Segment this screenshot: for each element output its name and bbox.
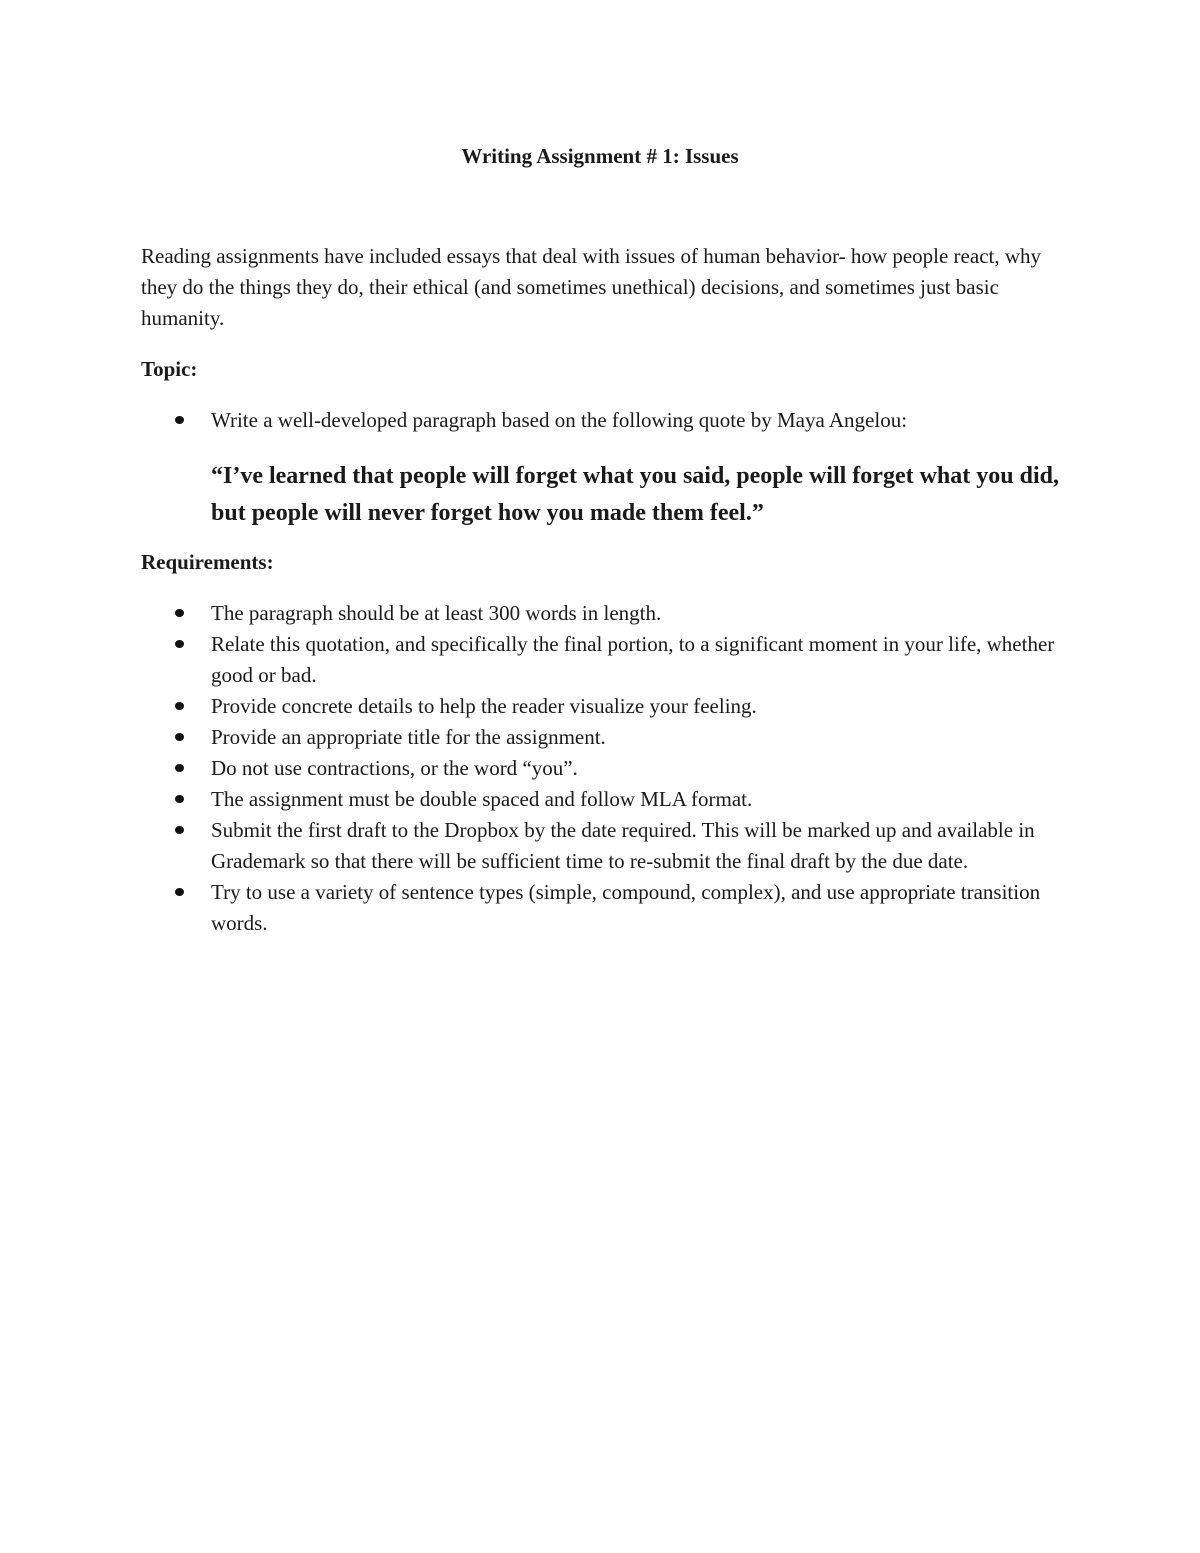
bullet-icon (175, 609, 184, 617)
bullet-icon (175, 764, 184, 772)
bullet-icon (175, 888, 184, 896)
quote-block: “I’ve learned that people will forget what you said, people will forget what you did, but people will never forget how you made them feel.” (211, 463, 1059, 526)
list-item (141, 405, 1056, 436)
topic-heading: Topic: (141, 357, 198, 381)
list-item-text: Submit the first draft to the Dropbox by the date required. This will be marked up and available in Grademark so that there will be sufficient time to re-submit the final draft by the due date. (211, 818, 1035, 873)
bullet-icon (175, 826, 184, 834)
list-item (141, 629, 1056, 691)
list-item-text: Try to use a variety of sentence types (simple, compound, complex), and use appropriate transition words. (211, 880, 1041, 935)
topic-list (141, 405, 1056, 436)
list-item-text: Provide an appropriate title for the assignment. (211, 725, 606, 749)
bullet-icon (175, 702, 184, 710)
bullet-icon (175, 640, 184, 648)
list-item (141, 784, 1056, 815)
list-item (141, 722, 1056, 753)
requirements-heading: Requirements: (141, 550, 274, 574)
list-item-text: The assignment must be double spaced and follow MLA format. (211, 787, 753, 811)
list-item-text: Write a well-developed paragraph based on the following quote by Maya Angelou: (211, 408, 908, 432)
list-item-text: Do not use contractions, or the word “you”. (211, 756, 578, 780)
bullet-icon (175, 795, 184, 803)
list-item-text: The paragraph should be at least 300 words in length. (211, 601, 662, 625)
list-item (141, 598, 1056, 629)
list-item-text: Provide concrete details to help the reader visualize your feeling. (211, 694, 757, 718)
list-item (141, 877, 1056, 939)
document-title: Writing Assignment # 1: Issues (461, 144, 739, 168)
requirements-list (141, 598, 1056, 939)
list-item (141, 691, 1056, 722)
bullet-icon (175, 416, 184, 424)
bullet-icon (175, 733, 184, 741)
intro-paragraph: Reading assignments have included essays that deal with issues of human behavior- how people react, why they do the things they do, their ethical (and sometimes unethical) decisions, and sometimes just basic humanity. (141, 244, 1042, 330)
list-item (141, 815, 1056, 877)
list-item (141, 753, 1056, 784)
list-item-text: Relate this quotation, and specifically the final portion, to a significant moment in your life, whether good or bad. (211, 632, 1055, 687)
